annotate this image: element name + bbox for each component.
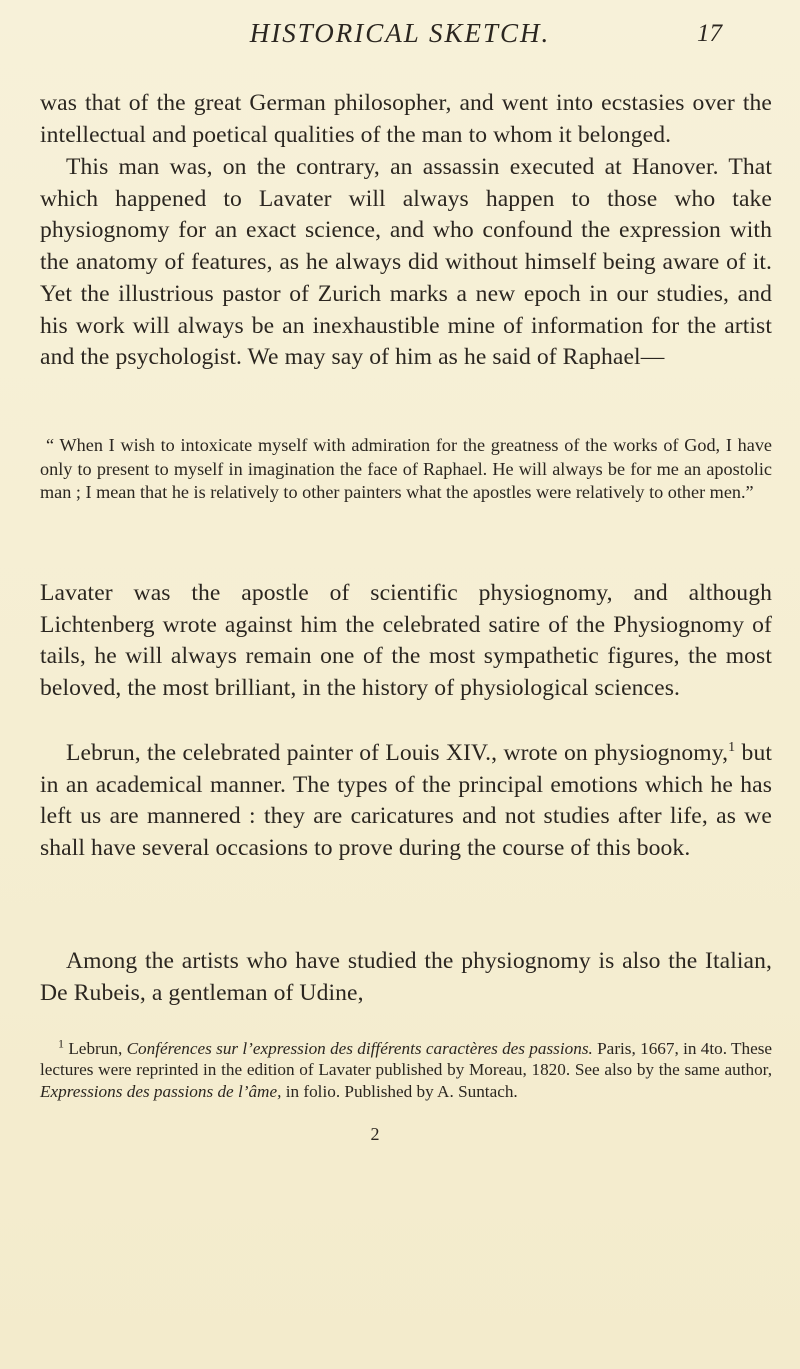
paragraph-4-text: [40, 738, 772, 865]
signature-mark: [0, 1124, 800, 1145]
running-head: HISTORICAL SKETCH.: [249, 18, 551, 48]
raphael-quote: [40, 434, 772, 505]
signature-number: 2: [370, 1124, 380, 1144]
paragraph-lavater-assassin: [40, 152, 772, 374]
footnote-details: Paris, 1667, in 4to. These lectures were reprinted in the edition of Lavater published by Moreau, 1820. See also by the same author,: [40, 1039, 773, 1080]
paragraph-apostle: [40, 578, 772, 705]
paragraph-3-text: Lavater was the apostle of scientific physiognomy, and although Lichtenberg wrote against him the celebrated satire of the Physiognomy of tails, he will always remain one of the most sympathetic figures, the most beloved, the most brilliant, in the history of physiological sciences.: [40, 580, 772, 702]
footnote-closing: in folio. Published by A. Suntach.: [285, 1081, 518, 1101]
paragraph-5-text: Among the artists who have studied the physiognomy is also the Italian, De Rubeis, a gentleman of Udine,: [40, 948, 772, 1006]
quote-text: “ When I wish to intoxicate myself with admiration for the greatness of the works of God, I have only to present to myself in imagination the face of Raphael. He will always be for me an apostolic man ; I mean that he is relatively to other painters what the apostles were relatively to other men.”: [40, 435, 772, 503]
footnote-second-title: Expressions des passions de l’âme,: [40, 1081, 282, 1101]
page-number: 17: [697, 20, 722, 47]
paragraph-lebrun: [40, 738, 772, 865]
paragraph-1-text: was that of the great German philosopher, and went into ecstasies over the intellectual and poetical qualities of the man to whom it belonged.: [40, 90, 772, 148]
page-header: [0, 14, 800, 58]
paragraph-2-text: This man was, on the contrary, an assassin executed at Hanover. That which happened to Lavater will always happen to those who take physiognomy for an exact science, and who confound the expression with the anatomy of features, as he always did without himself being aware of it. Yet the illustrious pastor of Zurich marks a new epoch in our studies, and his work will always be an inexhaustible mine of information for the artist and the psychologist. We may say of him as he said of Raphael—: [40, 154, 772, 371]
footnote-author: Lebrun,: [68, 1039, 123, 1058]
footnote-reference[interactable]: 1: [728, 740, 736, 756]
paragraph-continuation: [40, 88, 772, 151]
paragraph-de-rubeis: [40, 946, 772, 1009]
footnote: [40, 1038, 772, 1102]
footnote-title: Conférences sur l’expression des différents caractères des passions.: [126, 1039, 593, 1058]
paragraph-4-start: Lebrun, the celebrated painter of Louis XIV., wrote on physiognomy,: [66, 740, 729, 766]
paragraph-4-end: but in an academical manner. The types of the principal emotions which he has left us are mannered : they are caricatures and not studies after life, as we shall have several occasions to prove during the course of this book.: [40, 740, 772, 862]
footnote-marker: 1: [58, 1036, 64, 1051]
